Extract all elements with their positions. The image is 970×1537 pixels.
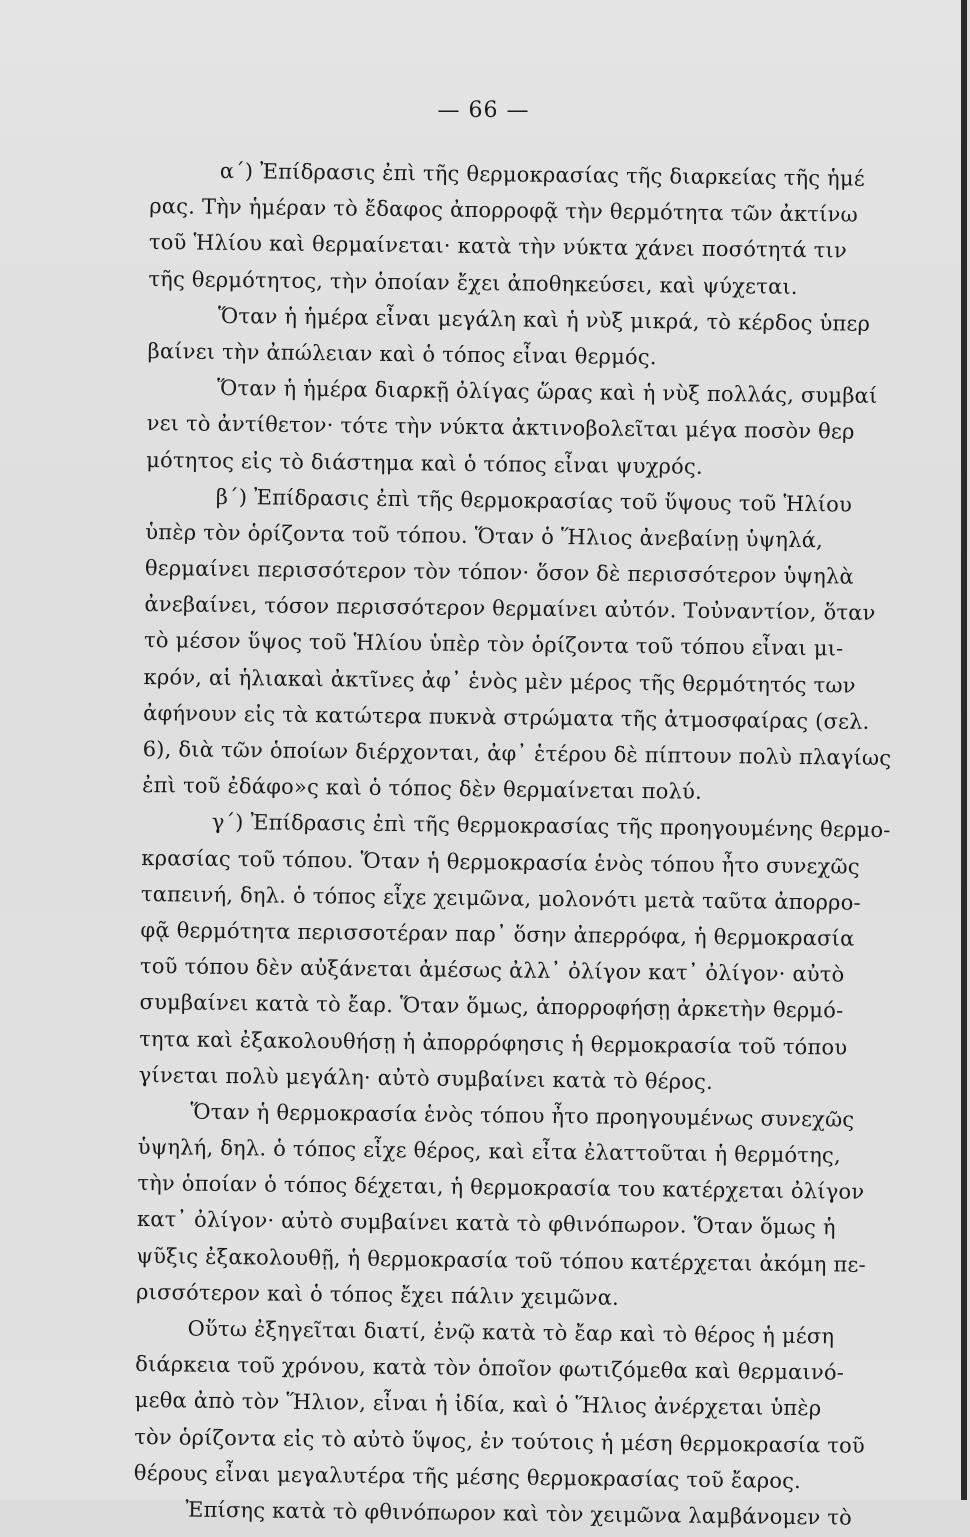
text-line: γ΄) Ἐπίδρασις ἐπὶ τῆς θερμοκρασίας τῆς προηγουμένης θερμο- xyxy=(211,810,891,843)
text-line: μότητος εἰς τὸ διάστημα καὶ ὁ τόπος εἶναι ψυχρός. xyxy=(146,447,703,479)
text-line: βαίνει τὴν ἀπώλειαν καὶ ὁ τόπος εἶναι θερμός. xyxy=(147,338,657,370)
text-line: τοῦ τόπου δὲν αὐξάνεται ἀμέσως ἀλλ᾽ ὀλίγον κατ᾽ ὀλίγον· αὐτὸ xyxy=(139,954,845,987)
text-line: τὸν ὁρίζοντα εἰς τὸ αὐτὸ ὕψος, ἐν τούτοις ἡ μέση θερμοκρασία τοῦ xyxy=(134,1424,866,1458)
text-line: θέρους εἶναι μεγαλυτέρα τῆς μέσης θερμοκρασίας τοῦ ἔαρος. xyxy=(133,1460,802,1493)
text-line: συμβαίνει κατὰ τὸ ἔαρ. Ὅταν ὅμως, ἀπορροφήσῃ ἀρκετὴν θερμό- xyxy=(139,990,844,1023)
text-line: ἐπὶ τοῦ ἐδάφο»ς καὶ ὁ τόπος δὲν θερμαίνεται πολύ. xyxy=(142,773,703,804)
text-line: Ὅταν ἡ ἡμέρα εἶναι μεγάλη καὶ ἡ νὺξ μικρά, τὸ κέρδος ὑπερ xyxy=(217,303,871,336)
text-line: Ὅταν ἡ ἡμέρα διαρκῇ ὀλίγας ὥρας καὶ ἡ νὺξ πολλάς, συμβαί xyxy=(216,375,878,409)
body-text xyxy=(133,152,970,1537)
text-line: θερμαίνει περισσότερον τὸν τόπον· ὅσον δὲ περισσότερον ὑψηλὰ xyxy=(144,556,854,589)
text-line: Ἐπίσης κατὰ τὸ φθινόπωρον καὶ τὸν χειμῶνα λαμβάνομεν τὸ xyxy=(185,1497,853,1530)
text-line: β΄) Ἐπίδρασις ἐπὶ τῆς θερμοκρασίας τοῦ ὕψους τοῦ Ἡλίου xyxy=(215,484,853,517)
text-line: Ὅταν ἡ θερμοκρασία ἑνὸς τόπου ἦτο προηγουμένως συνεχῶς xyxy=(190,1099,855,1132)
page-edge-shadow xyxy=(961,0,967,1500)
text-line: ἀφήνουν εἰς τὰ κατώτερα πυκνὰ στρώματα τῆς ἀτμοσφαίρας (σελ. xyxy=(143,700,870,734)
text-line: τῆς θερμότητος, τὴν ὁποίαν ἔχει ἀποθηκεύσει, καὶ ψύχεται. xyxy=(148,266,798,299)
text-line: τὸ μέσον ὕψος τοῦ Ἡλίου ὑπὲρ τὸν ὁρίζοντα τοῦ τόπου εἶναι μι- xyxy=(143,628,844,661)
text-line: τητα καὶ ἐξακολουθήσῃ ἡ ἀπορρόφησις ἡ θερμοκρασία τοῦ τόπου xyxy=(139,1026,848,1060)
text-line: κρασίας τοῦ τόπου. Ὅταν ἡ θερμοκρασία ἑνὸς τόπου ἦτο συνεχῶς xyxy=(141,845,860,879)
text-line: διάρκεια τοῦ χρόνου, κατὰ τὸν ὁποῖον φωτιζόμεθα καὶ θερμαινό- xyxy=(135,1352,845,1385)
page-number: — 66 — xyxy=(437,98,530,123)
text-line: ταπεινή, δηλ. ὁ τόπος εἶχε χειμῶνα, μολονότι μετὰ ταῦτα ἀπορρο- xyxy=(140,881,861,915)
text-line: νει τὸ ἀντίθετον· τότε τὴν νύκτα ἀκτινοβολεῖται μέγα ποσὸν θερ xyxy=(146,411,855,444)
text-line: γίνεται πολὺ μεγάλη· αὐτὸ συμβαίνει κατὰ τὸ θέρος. xyxy=(138,1062,714,1094)
text-line: μεθα ἀπὸ τὸν Ἥλιον, εἶναι ἡ ἰδία, καὶ ὁ Ἥλιος ἀνέρχεται ὑπὲρ xyxy=(134,1388,822,1421)
text-line: α΄) Ἐπίδρασις ἐπὶ τῆς θερμοκρασίας τῆς διαρκείας τῆς ἡμέ xyxy=(219,158,866,191)
text-line: τοῦ Ἡλίου καὶ θερμαίνεται· κατὰ τὴν νύκτα χάνει ποσότητά τιν xyxy=(148,230,848,263)
text-line: ἀνεβαίνει, τόσον περισσότερον θερμαίνει αὐτόν. Τοὐναντίον, ὅταν xyxy=(144,592,876,626)
text-line: Οὕτω ἐξηγεῖται διατί, ἐνῷ κατὰ τὸ ἔαρ καὶ τὸ θέρος ἡ μέση xyxy=(187,1316,835,1349)
text-line: 6), διὰ τῶν ὁποίων διέρχονται, ἀφ᾽ ἑτέρου δὲ πίπτουν πολὺ πλαγίως xyxy=(142,736,892,771)
text-line: τὴν ὁποίαν ὁ τόπος δέχεται, ἡ θερμοκρασία του κατέρχεται ὀλίγον xyxy=(137,1171,865,1205)
text-line: ρας. Τὴν ἡμέραν τὸ ἔδαφος ἀπορροφᾷ τὴν θερμότητα τῶν ἀκτίνω xyxy=(149,194,859,227)
text-line: ὑψηλή, δηλ. ὁ τόπος εἶχε θέρος, καὶ εἶτα ἐλαττοῦται ἡ θερμότης, xyxy=(137,1134,841,1168)
text-line: ὑπὲρ τὸν ὁρίζοντα τοῦ τόπου. Ὅταν ὁ Ἥλιος ἀνεβαίνῃ ὑψηλά, xyxy=(145,519,824,553)
text-line: κρόν, αἱ ἡλιακαὶ ἀκτῖνες ἀφ᾽ ἑνὸς μὲν μέρος τῆς θερμότητός των xyxy=(143,664,856,698)
text-line: ψῦξις ἐξακολουθῇ, ἡ θερμοκρασία τοῦ τόπου κατέρχεται ἀκόμη πε- xyxy=(136,1243,866,1277)
text-line: φᾷ θερμότητα περισσοτέραν παρ᾽ ὅσην ἀπερρόφα, ἡ θερμοκρασία xyxy=(140,917,855,951)
text-line: ρισσότερον καὶ ὁ τόπος ἔχει πάλιν χειμῶνα. xyxy=(135,1279,620,1310)
text-line: κατ᾽ ὀλίγον· αὐτὸ συμβαίνει κατὰ τὸ φθινόπωρον. Ὅταν ὅμως ἡ xyxy=(136,1207,836,1240)
